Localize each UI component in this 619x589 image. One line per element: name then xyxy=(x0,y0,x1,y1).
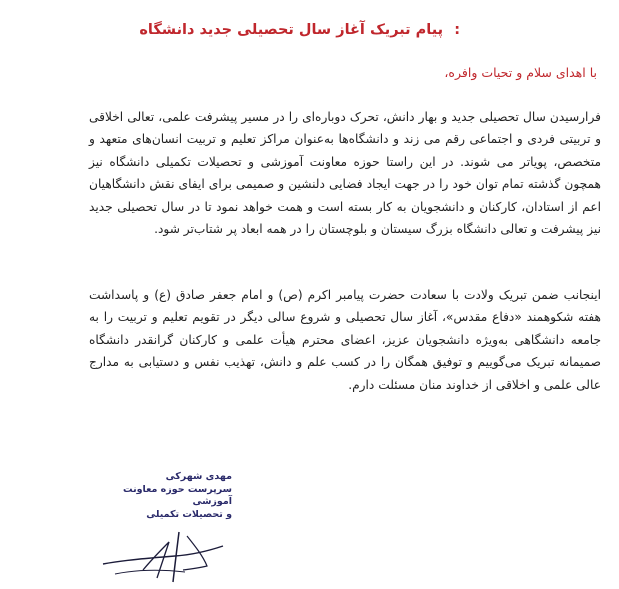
signer-role-line-1: سرپرست حوزه معاونت آموزشی xyxy=(123,483,232,507)
signer-name: مهدی شهرکی xyxy=(165,471,232,482)
paragraph-2: اینجانب ضمن تبریک ولادت با سعادت حضرت پیامبر اکرم (ص) و امام جعفر صادق (ع) و پاسداشت هفته شکوهمند «دفاع مقدس»، آغاز سال تحصیلی و شروع سالی دیگر در تقویم تعلیم و تربیت را به جامعه دانشگاهی به‌ویژه دانشجویان عزیز، اعضای محترم هیأت علمی و کارکنان گرانقدر دانشگاه صمیمانه تبریک می‌گوییم و توفیق همگان را در کسب علم و دانش، تهذیب نفس و دستیابی به مدارج عالی علمی و اخلاقی از خداوند منان مسئلت دارم. xyxy=(89,288,601,392)
letter-title: پیام تبریک آغاز سال تحصیلی جدید دانشگاه xyxy=(139,22,444,38)
greeting: با اهدای سلام و تحیات وافره، xyxy=(444,65,597,80)
paragraph-1: فرارسیدن سال تحصیلی جدید و بهار دانش، تحرک دوباره‌ای را در مسیر پیشرفت علمی، تعالی اخلاقی و تربیتی فردی و اجتماعی رقم می زند و دانشگاه‌ها به‌عنوان مراکز تعلیم و تربیت انسان‌های متعهد و متخصص، پویاتر می شوند. در این راستا حوزه معاونت آموزشی و تحصیلات تکمیلی دانشگاه نیز همچون گذشته تمام توان خود را در جهت ایجاد فضایی دلنشین و صمیمی برای ایفای نقش دانشگاهیان اعم از استادان، کارکنان و دانشجویان به کار بسته است و همت خواهد نمود تا در سال تحصیلی جدید نیز پیشرفت و تعالی دانشگاه بزرگ سیستان و بلوچستان را در همه ابعاد پر شتاب‌تر شود. xyxy=(89,110,601,237)
handwritten-signature xyxy=(95,512,235,587)
letter-title-row xyxy=(139,18,460,42)
signer-role-line-2: و تحصیلات تکمیلی xyxy=(146,508,232,520)
title-mark: : xyxy=(454,22,460,38)
